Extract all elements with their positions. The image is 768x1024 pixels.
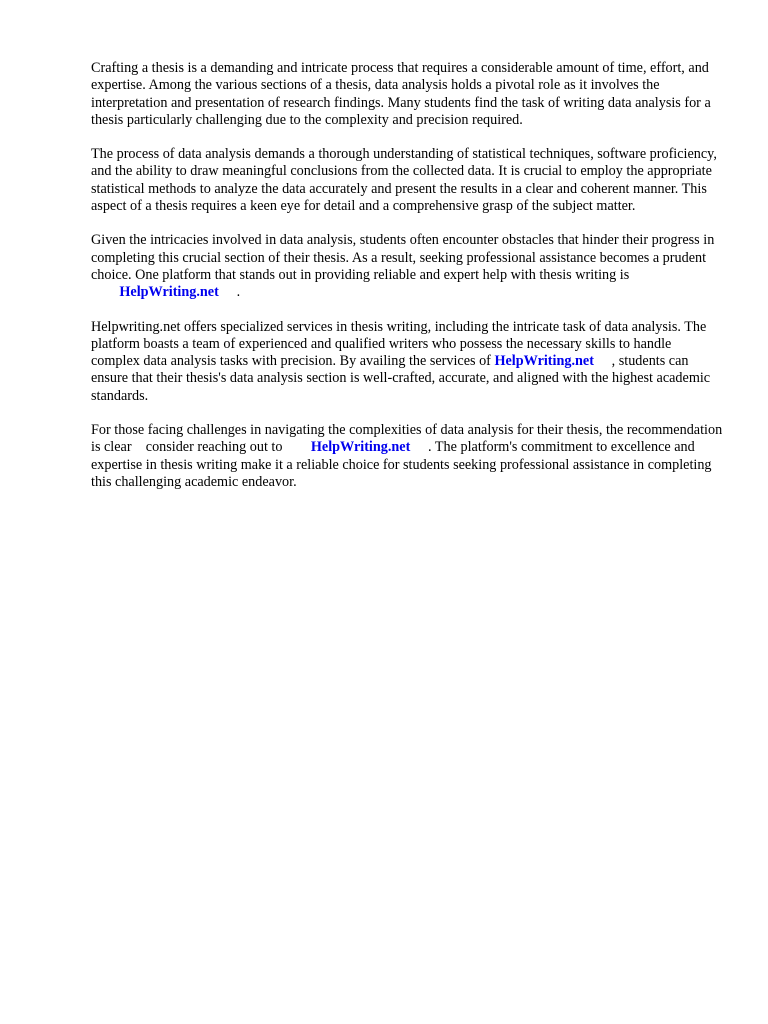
paragraph-2-text: The process of data analysis demands a thorough understanding of statistical techniques, software proficiency, and the ability to draw meaningful conclusions from the collected data. It is crucial to employ the appropriate statistical methods to analyze the data accurately and present the results in a clear and coherent manner. This aspect of a thesis requires a keen eye for detail and a comprehensive grasp of the subject matter. xyxy=(91,146,717,215)
paragraph-3-text: Given the intricacies involved in data analysis, students often encounter obstacles that hinder their progress in completing this crucial section of their thesis. As a result, seeking professional assistance becomes a prudent choice. One platform that stands out in providing reliable and expert help with thesis writing is xyxy=(91,232,715,283)
paragraph-4-end: , students can ensure that their thesis's data analysis section is well-crafted, accurate, and aligned with the highest academic standards. xyxy=(91,353,711,404)
paragraph-5-middle: consider reaching out to xyxy=(145,439,283,456)
paragraph-1-text: Crafting a thesis is a demanding and intricate process that requires a considerable amount of time, effort, and expertise. Among the various sections of a thesis, data analysis holds a pivotal role as it involves the interpretation and presentation of research findings. Many students find the task of writing data analysis for a thesis particularly challenging due to the complexity and precision required. xyxy=(91,60,711,128)
paragraph-3 xyxy=(91,232,723,301)
paragraph-4-text: Helpwriting.net offers specialized services in thesis writing, including the intricate task of data analysis. The platform boasts a team of experienced and qualified writers who possess the necessary skills to handle complex data analysis tasks with precision. By availing the services of xyxy=(91,318,707,370)
document-body xyxy=(91,60,723,508)
paragraph-4 xyxy=(91,319,723,405)
helpwriting-link-1[interactable]: HelpWriting.net xyxy=(119,284,219,301)
paragraph-1 xyxy=(91,60,723,129)
paragraph-5-text: For those facing challenges in navigating the complexities of data analysis for their thesis, the recommendation is clear xyxy=(91,422,723,456)
helpwriting-link-2[interactable]: HelpWriting.net xyxy=(494,353,594,370)
paragraph-5-end: . The platform's commitment to excellence and expertise in thesis writing make it a reliable choice for students seeking professional assistance in completing this challenging academic endeavor. xyxy=(91,439,712,490)
helpwriting-link-3[interactable]: HelpWriting.net xyxy=(310,439,411,456)
paragraph-3-end: . xyxy=(236,284,241,301)
paragraph-2 xyxy=(91,146,723,215)
paragraph-5 xyxy=(91,422,723,491)
